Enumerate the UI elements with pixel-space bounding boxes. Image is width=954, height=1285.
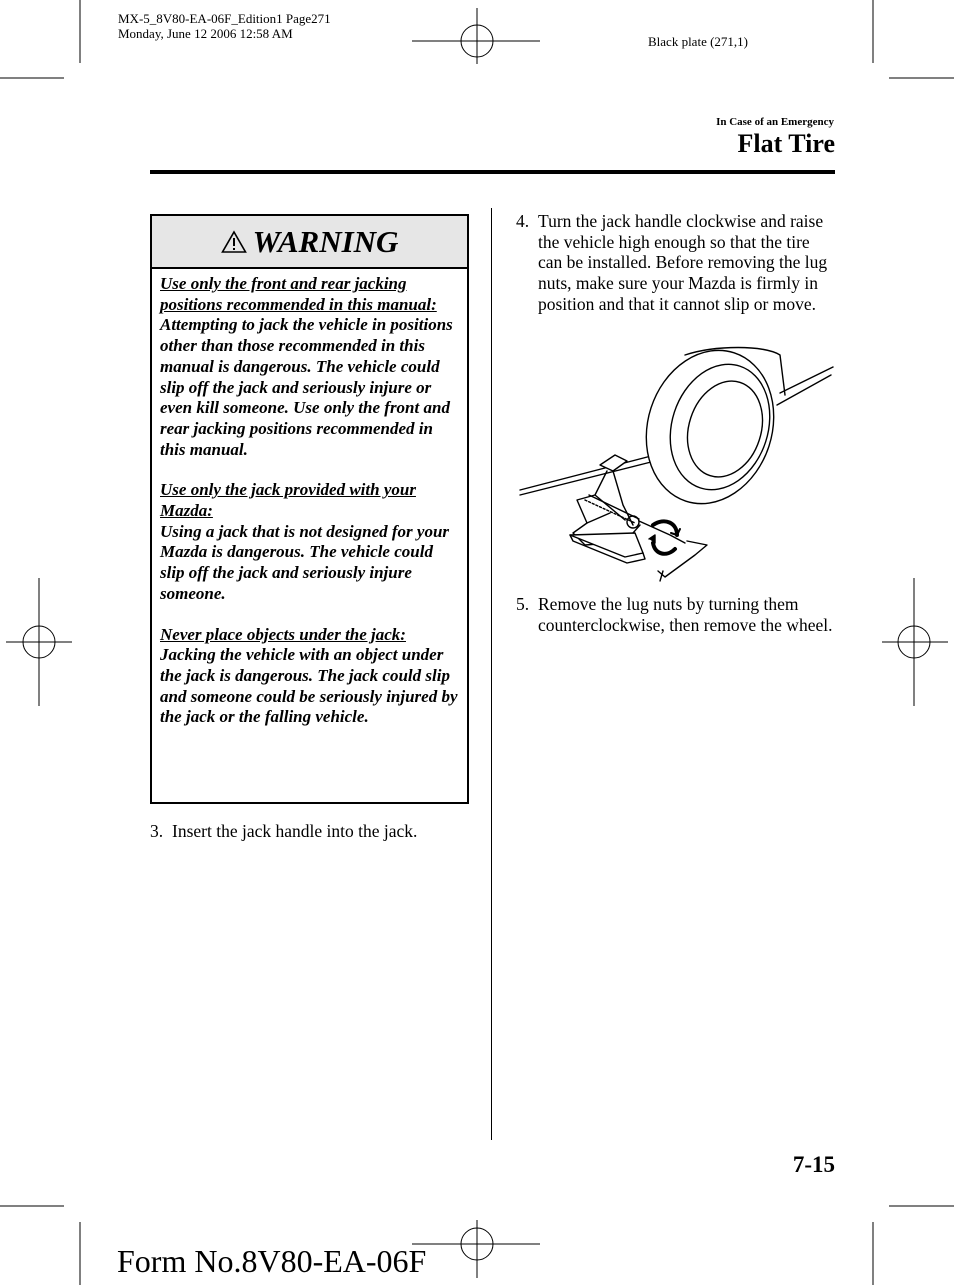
warning-triangle-icon xyxy=(221,230,247,254)
warning-block-text: Attempting to jack the vehicle in positions other than those recommended in this manual is dangerous. The vehicle could slip off the jack and seriously injure or even kill someone. Use only the front and rear jacking positions recommended in this manual. xyxy=(160,315,453,459)
form-number: Form No.8V80-EA-06F xyxy=(117,1243,427,1279)
section-name: In Case of an Emergency xyxy=(716,116,834,128)
step-text: Turn the jack handle clockwise and raise the vehicle high enough so that the tire can be installed. Before removing the lug nuts, make sure your Mazda is firmly in position and that it cannot slip or move. xyxy=(538,211,828,314)
column-divider xyxy=(491,208,492,1140)
plate-label: Black plate (271,1) xyxy=(648,34,748,49)
warning-body xyxy=(152,269,467,736)
warning-block-heading: Use only the front and rear jacking positions recommended in this manual: xyxy=(160,274,437,314)
file-info xyxy=(118,11,331,41)
file-info-line1: MX-5_8V80-EA-06F_Edition1 Page271 xyxy=(118,11,331,26)
step-5 xyxy=(516,594,834,635)
warning-block xyxy=(160,274,459,460)
warning-block-heading: Use only the jack provided with your Mazda: xyxy=(160,480,416,521)
warning-title: WARNING xyxy=(252,223,399,259)
header-rule xyxy=(150,170,835,174)
step-text: Insert the jack handle into the jack. xyxy=(172,821,418,841)
step-text: Remove the lug nuts by turning them counterclockwise, then remove the wheel. xyxy=(538,594,833,635)
warning-box xyxy=(150,214,469,804)
warning-block-text: Using a jack that is not designed for your Mazda is dangerous. The vehicle could slip off the jack and seriously injure someone. xyxy=(160,521,450,603)
warning-block-text: Jacking the vehicle with an object under the jack is dangerous. The jack could slip and someone could be seriously injured by the jack or the falling vehicle. xyxy=(160,645,458,727)
file-info-line2: Monday, June 12 2006 12:58 AM xyxy=(118,26,293,41)
warning-block-heading: Never place objects under the jack: xyxy=(160,624,406,644)
page-title: Flat Tire xyxy=(737,129,835,158)
warning-block xyxy=(160,480,459,604)
step-3 xyxy=(150,821,470,842)
jack-lifting-tire-illustration xyxy=(515,345,835,585)
page-number: 7-15 xyxy=(792,1152,835,1177)
step-number: 5. xyxy=(516,594,530,614)
step-4 xyxy=(516,211,834,315)
step-number: 3. xyxy=(150,821,164,841)
warning-block xyxy=(160,625,459,729)
warning-header xyxy=(152,216,467,269)
step-number: 4. xyxy=(516,211,530,231)
